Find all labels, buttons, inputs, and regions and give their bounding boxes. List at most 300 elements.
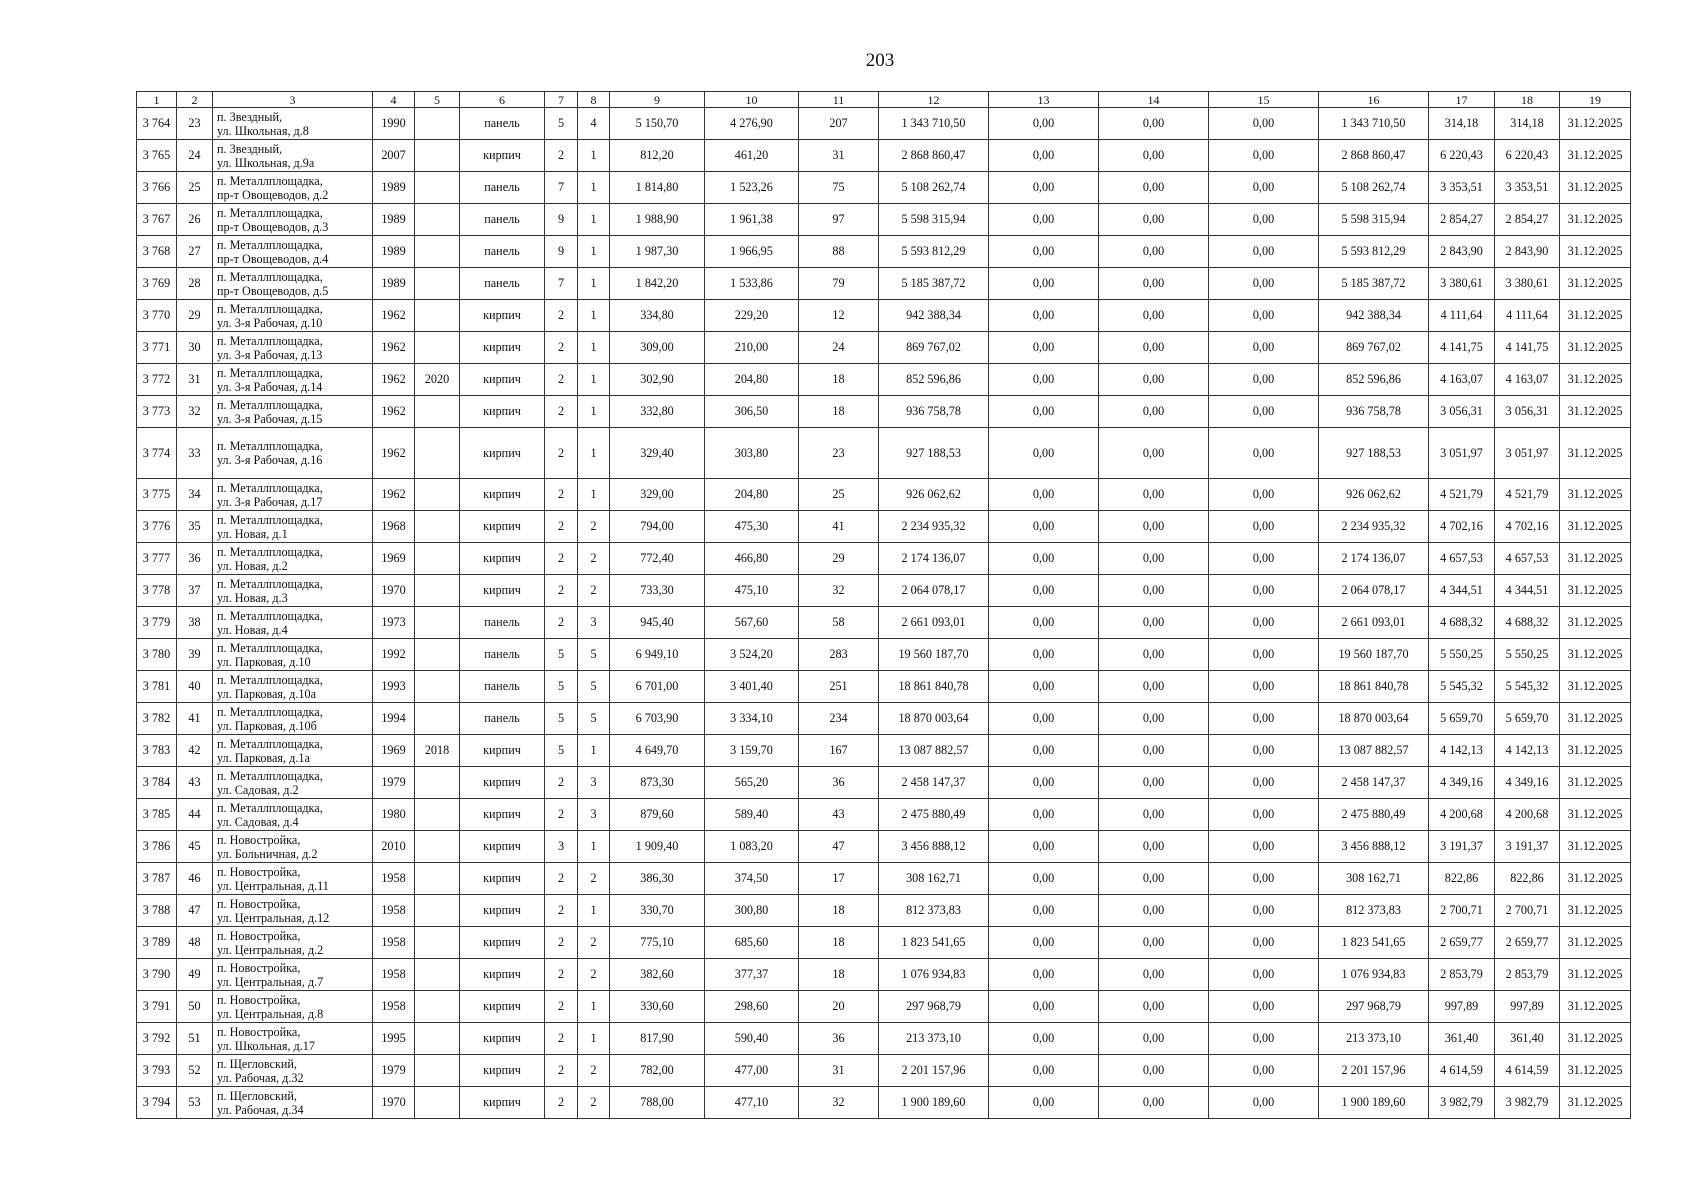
row-index: 40 — [177, 671, 213, 703]
cost-col-14: 0,00 — [1099, 479, 1209, 511]
cost-total: 5 108 262,74 — [879, 172, 989, 204]
floors: 2 — [545, 863, 578, 895]
unit-cost: 361,40 — [1429, 1023, 1495, 1055]
total-area: 775,10 — [610, 927, 705, 959]
unit-cost: 4 111,64 — [1429, 300, 1495, 332]
entrances: 2 — [578, 511, 610, 543]
cost-total: 3 456 888,12 — [879, 831, 989, 863]
unit-cost: 2 853,79 — [1429, 959, 1495, 991]
address-cell — [213, 927, 373, 959]
unit-cost-limit: 3 056,31 — [1495, 396, 1560, 428]
cost-col-13: 0,00 — [989, 799, 1099, 831]
renovation-year — [415, 671, 460, 703]
cost-col-13: 0,00 — [989, 479, 1099, 511]
year-built: 1993 — [373, 671, 415, 703]
floors: 5 — [545, 671, 578, 703]
cost-col-16: 1 076 934,83 — [1319, 959, 1429, 991]
table-row — [137, 959, 1631, 991]
cost-total: 852 596,86 — [879, 364, 989, 396]
cost-col-14: 0,00 — [1099, 735, 1209, 767]
address-cell — [213, 268, 373, 300]
cost-col-15: 0,00 — [1209, 767, 1319, 799]
cost-col-13: 0,00 — [989, 204, 1099, 236]
cost-col-13: 0,00 — [989, 671, 1099, 703]
cost-col-15: 0,00 — [1209, 959, 1319, 991]
residents: 207 — [799, 108, 879, 140]
floors: 2 — [545, 895, 578, 927]
residents: 12 — [799, 300, 879, 332]
settlement-name: п. Щегловский, — [217, 1088, 297, 1103]
settlement-name: п. Металлплощадка, — [217, 608, 323, 623]
wall-material: панель — [460, 268, 545, 300]
residents: 36 — [799, 767, 879, 799]
cost-col-16: 936 758,78 — [1319, 396, 1429, 428]
total-area: 6 701,00 — [610, 671, 705, 703]
unit-cost: 5 550,25 — [1429, 639, 1495, 671]
record-number: 3 766 — [137, 172, 177, 204]
record-number: 3 764 — [137, 108, 177, 140]
entrances: 1 — [578, 364, 610, 396]
street-address: ул. Больничная, д.2 — [217, 846, 318, 861]
record-number: 3 769 — [137, 268, 177, 300]
cost-col-14: 0,00 — [1099, 140, 1209, 172]
floors: 2 — [545, 575, 578, 607]
address-cell — [213, 332, 373, 364]
cost-col-14: 0,00 — [1099, 863, 1209, 895]
floors: 5 — [545, 639, 578, 671]
settlement-name: п. Металлплощадка, — [217, 736, 323, 751]
street-address: ул. Школьная, д.8 — [217, 123, 309, 138]
entrances: 1 — [578, 300, 610, 332]
residents: 251 — [799, 671, 879, 703]
column-number-19: 19 — [1560, 92, 1631, 108]
cost-total: 13 087 882,57 — [879, 735, 989, 767]
settlement-name: п. Металлплощадка, — [217, 237, 323, 252]
cost-col-13: 0,00 — [989, 991, 1099, 1023]
entrances: 4 — [578, 108, 610, 140]
completion-date: 31.12.2025 — [1560, 300, 1631, 332]
year-built: 1958 — [373, 991, 415, 1023]
address-cell — [213, 396, 373, 428]
address-cell — [213, 428, 373, 479]
address-cell — [213, 831, 373, 863]
record-number: 3 770 — [137, 300, 177, 332]
cost-total: 2 868 860,47 — [879, 140, 989, 172]
entrances: 3 — [578, 799, 610, 831]
residents: 31 — [799, 1055, 879, 1087]
year-built: 1979 — [373, 1055, 415, 1087]
residents: 234 — [799, 703, 879, 735]
residential-area: 1 083,20 — [705, 831, 799, 863]
table-row — [137, 1055, 1631, 1087]
residential-area: 3 334,10 — [705, 703, 799, 735]
cost-total: 927 188,53 — [879, 428, 989, 479]
cost-col-14: 0,00 — [1099, 575, 1209, 607]
cost-col-15: 0,00 — [1209, 364, 1319, 396]
cost-col-16: 308 162,71 — [1319, 863, 1429, 895]
floors: 2 — [545, 364, 578, 396]
cost-col-14: 0,00 — [1099, 799, 1209, 831]
floors: 3 — [545, 831, 578, 863]
total-area: 330,70 — [610, 895, 705, 927]
wall-material: кирпич — [460, 364, 545, 396]
record-number: 3 765 — [137, 140, 177, 172]
unit-cost-limit: 4 614,59 — [1495, 1055, 1560, 1087]
street-address: ул. Садовая, д.2 — [217, 782, 299, 797]
year-built: 1995 — [373, 1023, 415, 1055]
settlement-name: п. Металлплощадка, — [217, 301, 323, 316]
street-address: пр-т Овощеводов, д.2 — [217, 187, 329, 202]
cost-col-14: 0,00 — [1099, 108, 1209, 140]
street-address: ул. Центральная, д.8 — [217, 1006, 324, 1021]
wall-material: панель — [460, 108, 545, 140]
settlement-name: п. Новостройка, — [217, 896, 301, 911]
record-number: 3 788 — [137, 895, 177, 927]
street-address: ул. Новая, д.4 — [217, 622, 288, 637]
unit-cost-limit: 314,18 — [1495, 108, 1560, 140]
residents: 23 — [799, 428, 879, 479]
residents: 43 — [799, 799, 879, 831]
cost-col-15: 0,00 — [1209, 895, 1319, 927]
table-row — [137, 927, 1631, 959]
cost-total: 869 767,02 — [879, 332, 989, 364]
wall-material: кирпич — [460, 575, 545, 607]
renovation-year — [415, 479, 460, 511]
floors: 5 — [545, 703, 578, 735]
renovation-year — [415, 332, 460, 364]
street-address: ул. Школьная, д.9а — [217, 155, 315, 170]
wall-material: кирпич — [460, 991, 545, 1023]
cost-col-16: 18 870 003,64 — [1319, 703, 1429, 735]
row-index: 48 — [177, 927, 213, 959]
residents: 283 — [799, 639, 879, 671]
year-built: 1989 — [373, 236, 415, 268]
floors: 2 — [545, 1055, 578, 1087]
unit-cost-limit: 4 521,79 — [1495, 479, 1560, 511]
entrances: 1 — [578, 1023, 610, 1055]
residents: 88 — [799, 236, 879, 268]
total-area: 817,90 — [610, 1023, 705, 1055]
cost-col-15: 0,00 — [1209, 428, 1319, 479]
entrances: 1 — [578, 428, 610, 479]
unit-cost-limit: 4 688,32 — [1495, 607, 1560, 639]
cost-total: 1 823 541,65 — [879, 927, 989, 959]
entrances: 2 — [578, 543, 610, 575]
unit-cost: 3 056,31 — [1429, 396, 1495, 428]
row-index: 52 — [177, 1055, 213, 1087]
unit-cost: 5 659,70 — [1429, 703, 1495, 735]
table-body — [137, 92, 1631, 1119]
row-index: 25 — [177, 172, 213, 204]
cost-col-15: 0,00 — [1209, 927, 1319, 959]
wall-material: кирпич — [460, 959, 545, 991]
record-number: 3 785 — [137, 799, 177, 831]
completion-date: 31.12.2025 — [1560, 1023, 1631, 1055]
address-cell — [213, 511, 373, 543]
cost-col-16: 2 234 935,32 — [1319, 511, 1429, 543]
residential-area: 210,00 — [705, 332, 799, 364]
renovation-year — [415, 108, 460, 140]
residential-area: 303,80 — [705, 428, 799, 479]
entrances: 1 — [578, 204, 610, 236]
cost-col-16: 3 456 888,12 — [1319, 831, 1429, 863]
completion-date: 31.12.2025 — [1560, 1055, 1631, 1087]
unit-cost-limit: 5 659,70 — [1495, 703, 1560, 735]
total-area: 4 649,70 — [610, 735, 705, 767]
entrances: 1 — [578, 991, 610, 1023]
street-address: ул. Новая, д.1 — [217, 526, 288, 541]
column-number-5: 5 — [415, 92, 460, 108]
address-cell — [213, 204, 373, 236]
settlement-name: п. Звездный, — [217, 141, 283, 156]
floors: 2 — [545, 543, 578, 575]
wall-material: панель — [460, 671, 545, 703]
unit-cost-limit: 4 111,64 — [1495, 300, 1560, 332]
row-index: 49 — [177, 959, 213, 991]
row-index: 53 — [177, 1087, 213, 1119]
row-index: 43 — [177, 767, 213, 799]
unit-cost: 4 141,75 — [1429, 332, 1495, 364]
settlement-name: п. Новостройка, — [217, 832, 301, 847]
cost-col-13: 0,00 — [989, 1023, 1099, 1055]
residential-area: 298,60 — [705, 991, 799, 1023]
total-area: 329,40 — [610, 428, 705, 479]
renovation-year — [415, 639, 460, 671]
column-number-17: 17 — [1429, 92, 1495, 108]
address-cell — [213, 767, 373, 799]
completion-date: 31.12.2025 — [1560, 543, 1631, 575]
completion-date: 31.12.2025 — [1560, 799, 1631, 831]
wall-material: кирпич — [460, 735, 545, 767]
settlement-name: п. Металлплощадка, — [217, 480, 323, 495]
cost-col-14: 0,00 — [1099, 927, 1209, 959]
column-number-1: 1 — [137, 92, 177, 108]
column-number-14: 14 — [1099, 92, 1209, 108]
street-address: ул. Школьная, д.17 — [217, 1038, 315, 1053]
cost-col-15: 0,00 — [1209, 991, 1319, 1023]
cost-col-16: 5 593 812,29 — [1319, 236, 1429, 268]
residential-area: 1 966,95 — [705, 236, 799, 268]
street-address: ул. 3-я Рабочая, д.10 — [217, 315, 323, 330]
cost-total: 2 475 880,49 — [879, 799, 989, 831]
address-cell — [213, 863, 373, 895]
entrances: 2 — [578, 959, 610, 991]
address-cell — [213, 1023, 373, 1055]
table-row — [137, 639, 1631, 671]
record-number: 3 774 — [137, 428, 177, 479]
completion-date: 31.12.2025 — [1560, 863, 1631, 895]
settlement-name: п. Металлплощадка, — [217, 333, 323, 348]
residential-area: 300,80 — [705, 895, 799, 927]
cost-col-13: 0,00 — [989, 831, 1099, 863]
total-area: 6 703,90 — [610, 703, 705, 735]
residents: 17 — [799, 863, 879, 895]
year-built: 1980 — [373, 799, 415, 831]
housing-register-table — [136, 91, 1631, 1119]
renovation-year — [415, 703, 460, 735]
residential-area: 590,40 — [705, 1023, 799, 1055]
residential-area: 567,60 — [705, 607, 799, 639]
renovation-year — [415, 1055, 460, 1087]
settlement-name: п. Металлплощадка, — [217, 640, 323, 655]
address-cell — [213, 172, 373, 204]
cost-col-16: 213 373,10 — [1319, 1023, 1429, 1055]
row-index: 32 — [177, 396, 213, 428]
cost-col-16: 2 064 078,17 — [1319, 575, 1429, 607]
cost-col-15: 0,00 — [1209, 140, 1319, 172]
total-area: 5 150,70 — [610, 108, 705, 140]
street-address: пр-т Овощеводов, д.5 — [217, 283, 329, 298]
cost-col-16: 2 174 136,07 — [1319, 543, 1429, 575]
floors: 2 — [545, 428, 578, 479]
floors: 5 — [545, 735, 578, 767]
settlement-name: п. Новостройка, — [217, 992, 301, 1007]
unit-cost: 4 657,53 — [1429, 543, 1495, 575]
year-built: 1962 — [373, 332, 415, 364]
residential-area: 475,30 — [705, 511, 799, 543]
completion-date: 31.12.2025 — [1560, 831, 1631, 863]
residents: 24 — [799, 332, 879, 364]
floors: 2 — [545, 479, 578, 511]
year-built: 1973 — [373, 607, 415, 639]
unit-cost-limit: 3 191,37 — [1495, 831, 1560, 863]
residential-area: 466,80 — [705, 543, 799, 575]
year-built: 1970 — [373, 575, 415, 607]
floors: 7 — [545, 268, 578, 300]
settlement-name: п. Металлплощадка, — [217, 365, 323, 380]
entrances: 2 — [578, 1055, 610, 1087]
row-index: 24 — [177, 140, 213, 172]
unit-cost-limit: 4 200,68 — [1495, 799, 1560, 831]
entrances: 1 — [578, 332, 610, 364]
unit-cost-limit: 4 349,16 — [1495, 767, 1560, 799]
table-row — [137, 1023, 1631, 1055]
total-area: 879,60 — [610, 799, 705, 831]
renovation-year: 2018 — [415, 735, 460, 767]
residential-area: 1 523,26 — [705, 172, 799, 204]
cost-col-14: 0,00 — [1099, 703, 1209, 735]
street-address: пр-т Овощеводов, д.3 — [217, 219, 329, 234]
cost-col-13: 0,00 — [989, 927, 1099, 959]
completion-date: 31.12.2025 — [1560, 172, 1631, 204]
wall-material: кирпич — [460, 511, 545, 543]
entrances: 1 — [578, 396, 610, 428]
column-number-6: 6 — [460, 92, 545, 108]
settlement-name: п. Новостройка, — [217, 960, 301, 975]
street-address: ул. Рабочая, д.34 — [217, 1102, 304, 1117]
record-number: 3 772 — [137, 364, 177, 396]
cost-col-13: 0,00 — [989, 108, 1099, 140]
street-address: ул. Парковая, д.10б — [217, 718, 317, 733]
address-cell — [213, 639, 373, 671]
address-cell — [213, 543, 373, 575]
street-address: ул. Новая, д.3 — [217, 590, 288, 605]
table-row — [137, 991, 1631, 1023]
completion-date: 31.12.2025 — [1560, 671, 1631, 703]
completion-date: 31.12.2025 — [1560, 236, 1631, 268]
cost-total: 2 174 136,07 — [879, 543, 989, 575]
residents: 18 — [799, 959, 879, 991]
entrances: 2 — [578, 1087, 610, 1119]
cost-col-13: 0,00 — [989, 607, 1099, 639]
residential-area: 229,20 — [705, 300, 799, 332]
renovation-year — [415, 927, 460, 959]
settlement-name: п. Металлплощадка, — [217, 704, 323, 719]
record-number: 3 783 — [137, 735, 177, 767]
cost-total: 812 373,83 — [879, 895, 989, 927]
renovation-year — [415, 831, 460, 863]
row-index: 39 — [177, 639, 213, 671]
address-cell — [213, 799, 373, 831]
table-row — [137, 831, 1631, 863]
cost-col-14: 0,00 — [1099, 959, 1209, 991]
unit-cost-limit: 822,86 — [1495, 863, 1560, 895]
renovation-year: 2020 — [415, 364, 460, 396]
row-index: 34 — [177, 479, 213, 511]
completion-date: 31.12.2025 — [1560, 767, 1631, 799]
address-cell — [213, 236, 373, 268]
row-index: 41 — [177, 703, 213, 735]
renovation-year — [415, 799, 460, 831]
row-index: 50 — [177, 991, 213, 1023]
street-address: ул. Садовая, д.4 — [217, 814, 299, 829]
entrances: 1 — [578, 236, 610, 268]
cost-total: 5 598 315,94 — [879, 204, 989, 236]
record-number: 3 793 — [137, 1055, 177, 1087]
unit-cost: 4 702,16 — [1429, 511, 1495, 543]
unit-cost: 997,89 — [1429, 991, 1495, 1023]
cost-col-16: 5 185 387,72 — [1319, 268, 1429, 300]
unit-cost: 4 200,68 — [1429, 799, 1495, 831]
street-address: ул. 3-я Рабочая, д.17 — [217, 494, 323, 509]
cost-col-14: 0,00 — [1099, 396, 1209, 428]
settlement-name: п. Металлплощадка, — [217, 512, 323, 527]
record-number: 3 791 — [137, 991, 177, 1023]
address-cell — [213, 895, 373, 927]
settlement-name: п. Металлплощадка, — [217, 439, 323, 453]
renovation-year — [415, 140, 460, 172]
floors: 7 — [545, 172, 578, 204]
record-number: 3 771 — [137, 332, 177, 364]
entrances: 1 — [578, 140, 610, 172]
floors: 2 — [545, 991, 578, 1023]
address-cell — [213, 300, 373, 332]
renovation-year — [415, 172, 460, 204]
table-row — [137, 703, 1631, 735]
residential-area: 3 159,70 — [705, 735, 799, 767]
record-number: 3 790 — [137, 959, 177, 991]
cost-col-13: 0,00 — [989, 140, 1099, 172]
unit-cost-limit: 4 141,75 — [1495, 332, 1560, 364]
cost-col-15: 0,00 — [1209, 735, 1319, 767]
unit-cost-limit: 4 163,07 — [1495, 364, 1560, 396]
street-address: ул. Центральная, д.7 — [217, 974, 324, 989]
row-index: 28 — [177, 268, 213, 300]
year-built: 1990 — [373, 108, 415, 140]
row-index: 51 — [177, 1023, 213, 1055]
completion-date: 31.12.2025 — [1560, 428, 1631, 479]
cost-col-15: 0,00 — [1209, 607, 1319, 639]
cost-col-13: 0,00 — [989, 300, 1099, 332]
residential-area: 461,20 — [705, 140, 799, 172]
cost-col-15: 0,00 — [1209, 1087, 1319, 1119]
year-built: 2007 — [373, 140, 415, 172]
wall-material: панель — [460, 172, 545, 204]
street-address: ул. Центральная, д.11 — [217, 878, 329, 893]
record-number: 3 777 — [137, 543, 177, 575]
cost-total: 2 201 157,96 — [879, 1055, 989, 1087]
residents: 32 — [799, 575, 879, 607]
